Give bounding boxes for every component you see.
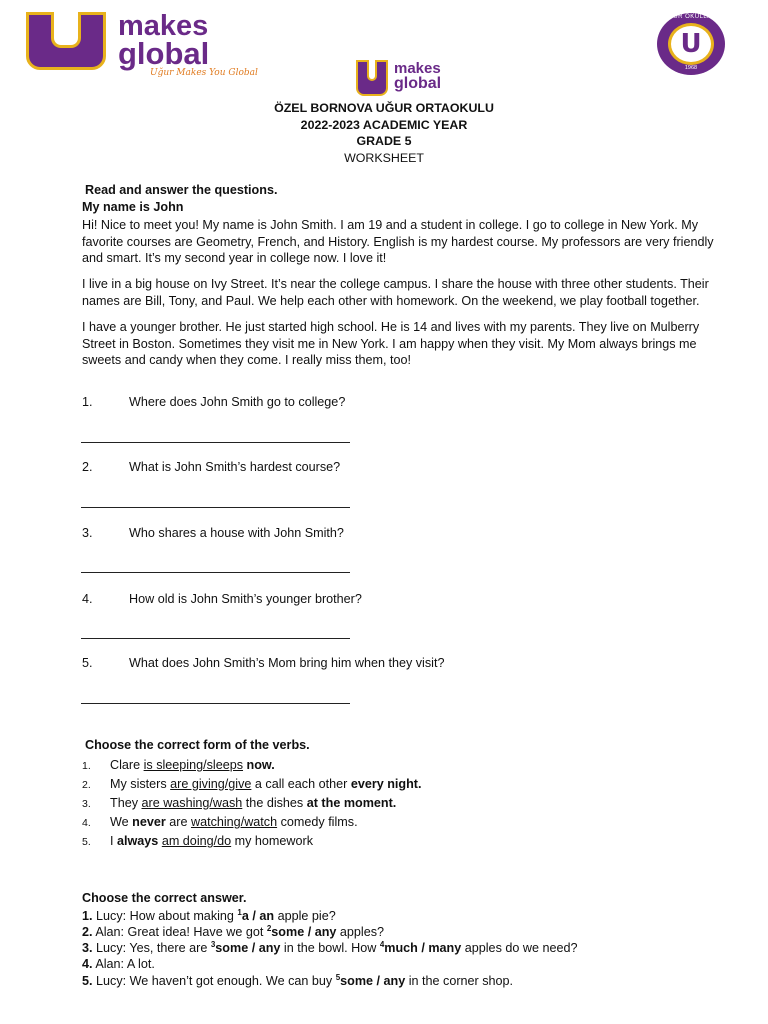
answer-line[interactable] (81, 638, 350, 639)
logo-word-makes: makes (118, 10, 209, 42)
logo-word-global: global (118, 36, 210, 71)
line-number: 2. (82, 925, 93, 940)
grade: GRADE 5 (356, 134, 412, 148)
answer-line[interactable] (81, 703, 350, 704)
verb-text: are (165, 815, 191, 829)
question-number: 5. (82, 656, 93, 670)
blank-number: 4 (379, 940, 385, 949)
verb-options[interactable]: watching/watch (190, 815, 278, 829)
line-number: 3. (82, 941, 93, 956)
reading-paragraph-2: I live in a big house on Ivy Street. It’s near the college campus. I share the house with three other students. Their names are Bill, Tony, and Paul. We help each other with homework. On the weekend, we play football together. (82, 277, 709, 308)
reading-instruction: Read and answer the questions. (85, 183, 278, 197)
question-number: 2. (82, 460, 93, 474)
line-text: Lucy: Yes, there are (92, 941, 211, 956)
seal-year: 1968 (684, 65, 698, 71)
verb-options[interactable]: are washing/wash (141, 796, 243, 810)
answer-options[interactable]: much / many (384, 941, 462, 956)
line-text: apples do we need? (461, 941, 578, 956)
answer-line[interactable] (81, 507, 350, 508)
verb-text: my homework (231, 834, 314, 848)
answer-instruction: Choose the correct answer. (82, 891, 247, 905)
verb-time-word: now. (246, 758, 275, 772)
verb-sentence (110, 815, 358, 829)
verb-number: 4. (82, 817, 91, 829)
verb-number: 3. (82, 798, 91, 810)
line-text: in the corner shop. (405, 974, 514, 989)
verb-options[interactable]: am doing/do (161, 834, 232, 848)
verb-time-word: at the moment. (306, 796, 397, 810)
verb-text: the dishes (242, 796, 307, 810)
blank-number: 1 (237, 908, 242, 917)
question-text: Where does John Smith go to college? (129, 395, 346, 409)
question-number: 3. (82, 526, 93, 540)
school-name: ÖZEL BORNOVA UĞUR ORTAOKULU (274, 101, 494, 115)
answer-options[interactable]: some / any (271, 925, 337, 940)
blank-number: 2 (266, 924, 272, 933)
line-text: apple pie? (274, 909, 336, 924)
dialogue-line-5 (82, 973, 513, 988)
verb-text: I (110, 834, 117, 848)
answer-options[interactable]: some / any (215, 941, 281, 956)
seal-text: UĞUR OKULLARI (663, 14, 719, 20)
reading-title: My name is John (82, 200, 184, 214)
school-seal-icon (657, 13, 725, 75)
verbs-instruction: Choose the correct form of the verbs. (85, 738, 310, 752)
line-text: Lucy: We haven’t got enough. We can buy (92, 974, 336, 989)
question-text: Who shares a house with John Smith? (129, 526, 344, 540)
dialogue-line-1 (82, 908, 336, 923)
verb-text: a call each other (251, 777, 351, 791)
answer-line[interactable] (81, 442, 350, 443)
verb-sentence (110, 796, 396, 810)
logo-tagline: Uğur Makes You Global (150, 68, 258, 78)
reading-paragraph-3: I have a younger brother. He just started high school. He is 14 and lives with my parents. They live on Mulberry Street in Boston. Sometimes they visit me in New York. I am happy when they visit. My Mom always brings me sweets and candy when they come. I really miss them, too! (82, 320, 700, 367)
verb-text: They (110, 796, 142, 810)
verb-text: Clare (110, 758, 144, 772)
question-text: What does John Smith’s Mom bring him when they visit? (129, 656, 445, 670)
line-number: 4. (82, 957, 93, 971)
verb-text: comedy films. (277, 815, 358, 829)
verb-adverb: never (132, 815, 166, 829)
verb-sentence (110, 834, 313, 848)
dialogue-line-4 (82, 957, 155, 971)
u-logo-icon (26, 12, 106, 70)
question-text: What is John Smith’s hardest course? (129, 460, 341, 474)
verb-time-word: every night. (350, 777, 422, 791)
question-text: How old is John Smith’s younger brother? (129, 592, 362, 606)
line-number: 5. (82, 974, 93, 989)
answer-line[interactable] (81, 572, 350, 573)
verb-text: My sisters (110, 777, 171, 791)
small-logo-word-global: global (394, 75, 442, 92)
dialogue-line-2 (82, 924, 384, 939)
verb-text: We (110, 815, 133, 829)
verb-adverb: always (117, 834, 159, 848)
seal-center (668, 23, 714, 65)
line-text: Alan: Great idea! Have we got (92, 925, 267, 940)
verb-sentence (110, 758, 275, 772)
question-number: 1. (82, 395, 93, 409)
line-text: in the bowl. How (280, 941, 380, 956)
answer-options[interactable]: some / any (340, 974, 406, 989)
verb-options[interactable]: is sleeping/sleeps (143, 758, 244, 772)
verb-number: 1. (82, 760, 91, 772)
verb-sentence (110, 777, 422, 791)
line-text: apples? (336, 925, 385, 940)
small-logo-word-makes: makes (394, 60, 441, 77)
verb-number: 2. (82, 779, 91, 791)
question-number: 4. (82, 592, 93, 606)
line-text: Lucy: How about making (92, 909, 238, 924)
verb-options[interactable]: are giving/give (170, 777, 252, 791)
answer-options[interactable]: a / an (241, 909, 275, 924)
line-number: 1. (82, 909, 93, 924)
blank-number: 5 (335, 973, 341, 982)
dialogue-line-3 (82, 940, 577, 955)
worksheet-label: WORKSHEET (344, 151, 424, 165)
reading-paragraph-1: Hi! Nice to meet you! My name is John Smith. I am 19 and a student in college. I go to college in New York. My favorite courses are Geometry, French, and History. English is my hardest course. My professors are very friendly and smart. It’s my second year in college now. I love it! (82, 218, 714, 265)
seal-u-icon: U (680, 29, 702, 59)
academic-year: 2022-2023 ACADEMIC YEAR (300, 118, 468, 132)
small-u-logo-icon (356, 60, 388, 96)
blank-number: 3 (210, 940, 216, 949)
line-text: Alan: A lot. (92, 957, 155, 971)
verb-number: 5. (82, 836, 91, 848)
